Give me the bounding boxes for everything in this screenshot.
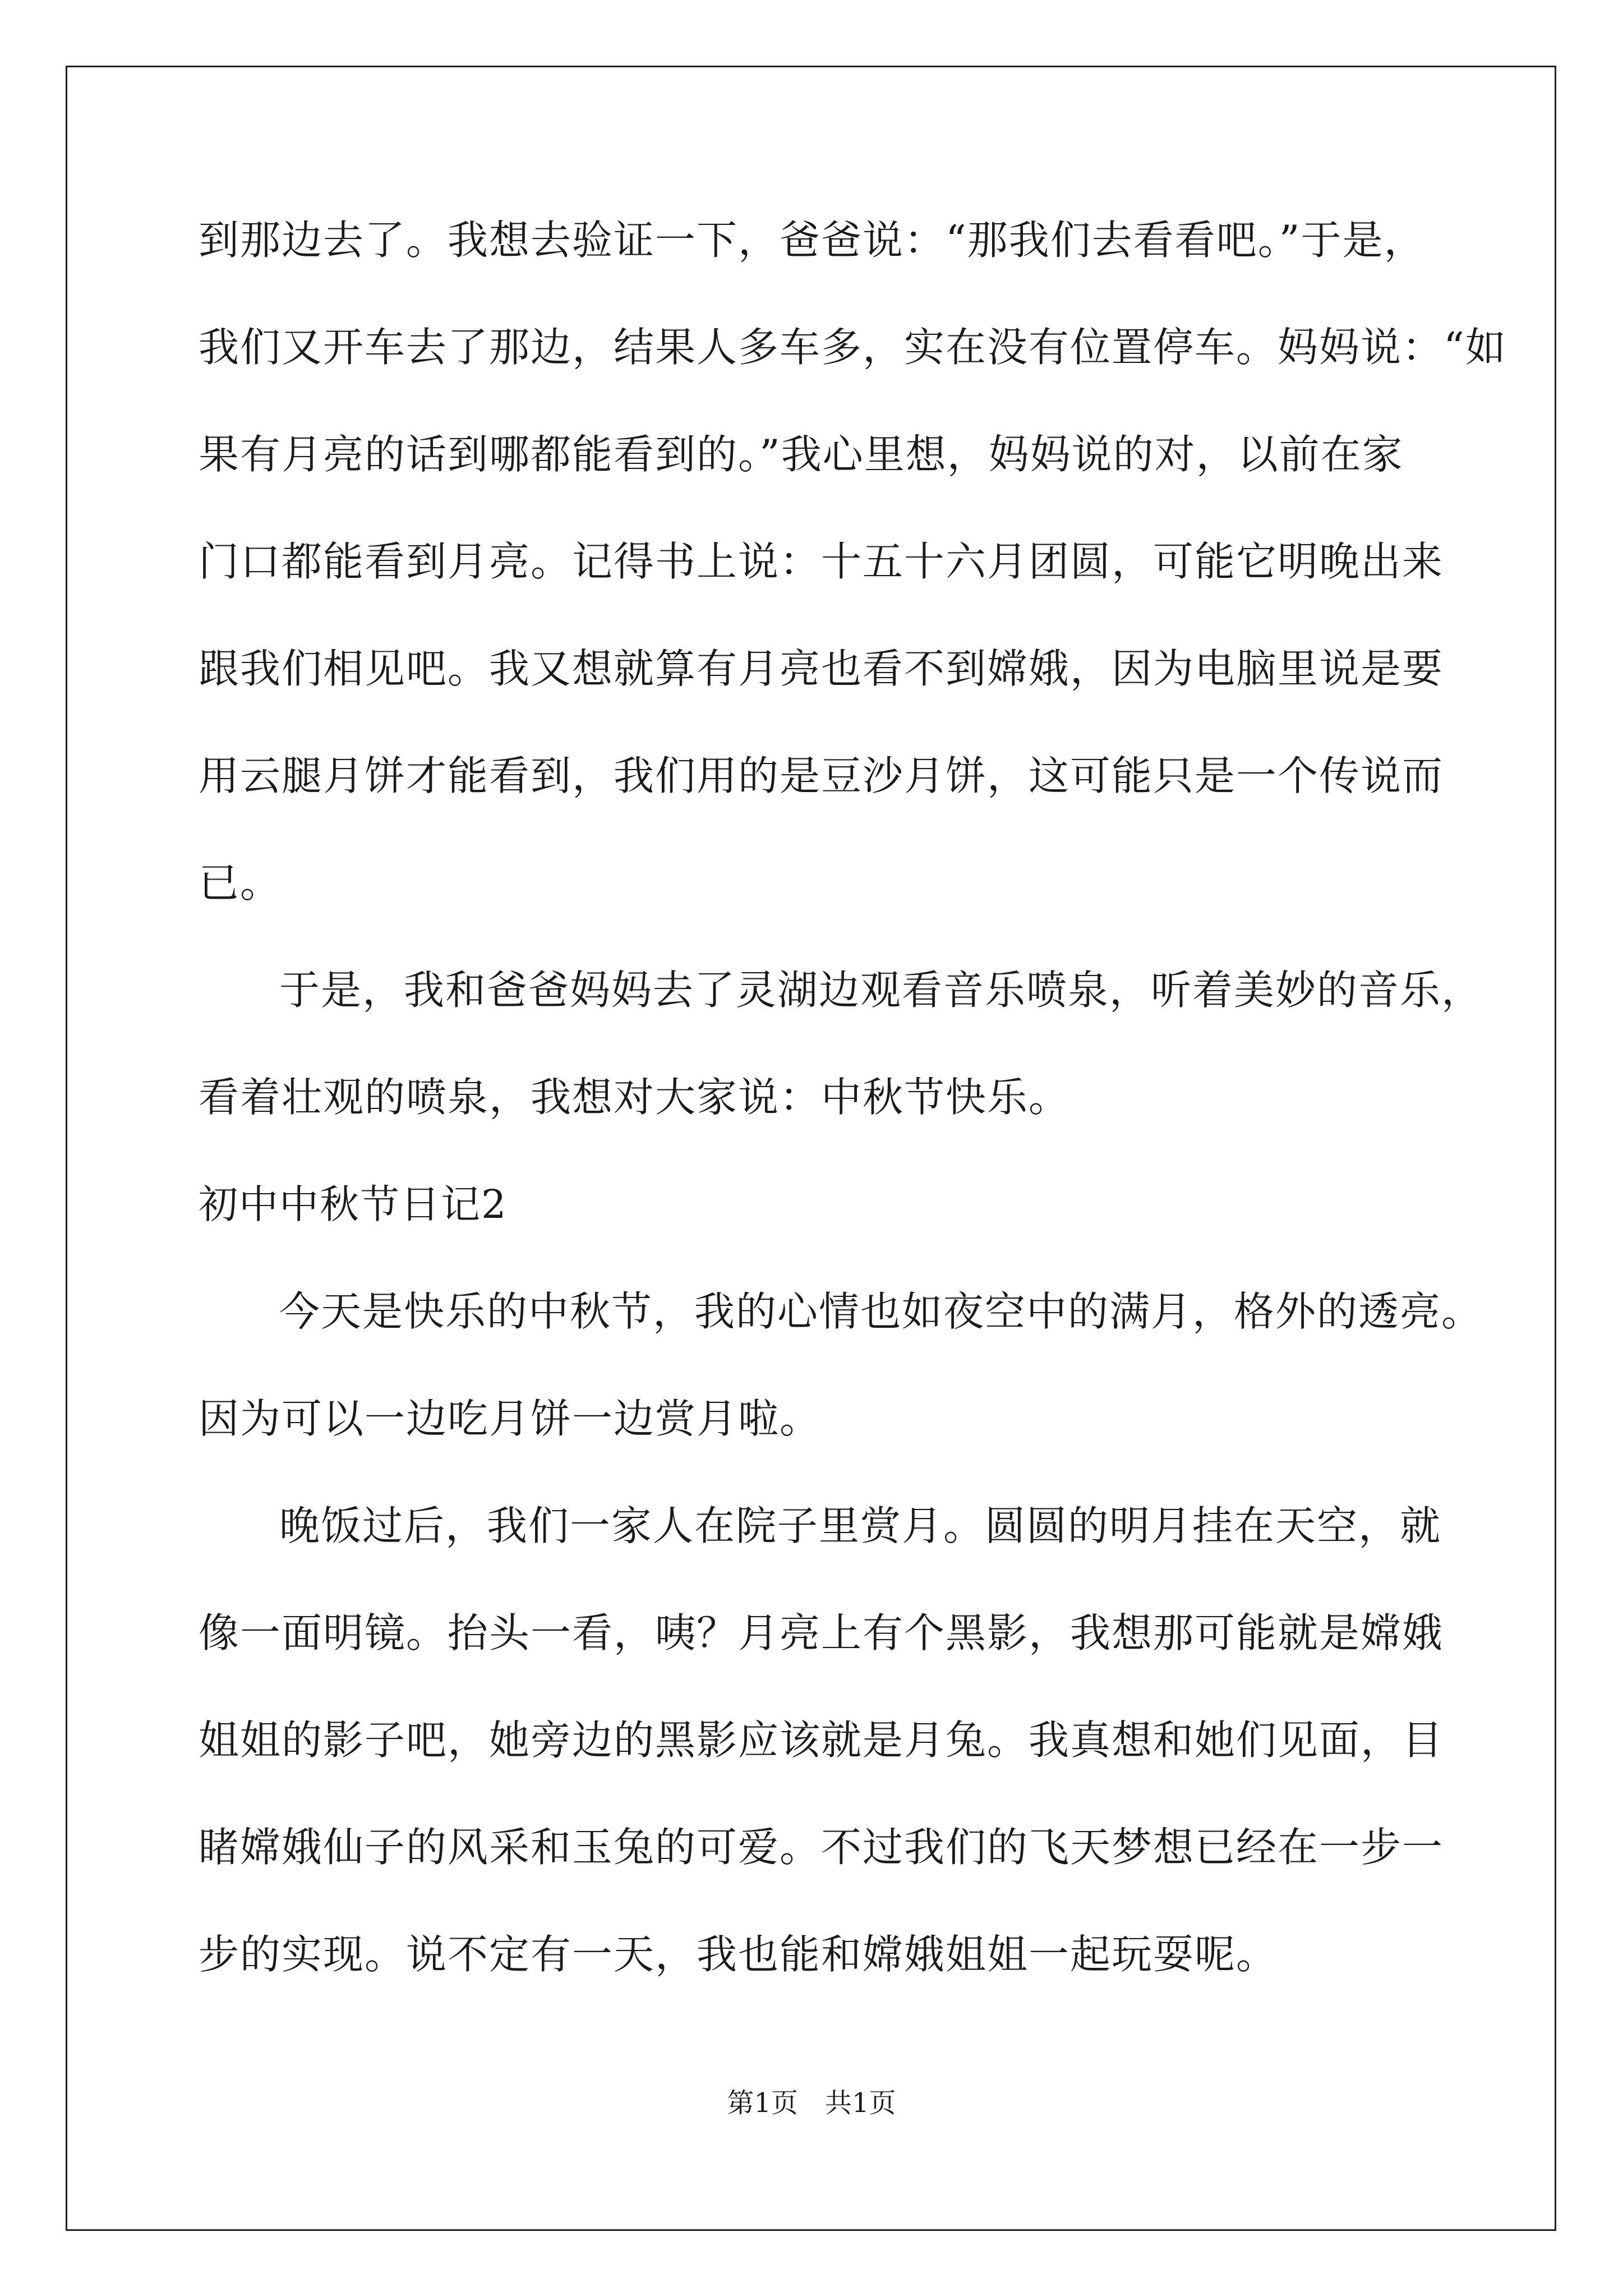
text-line: 因为可以一边吃月饼一边赏月啦。 — [199, 1395, 822, 1442]
text-line: 睹嫦娥仙子的风采和玉兔的可爱。不过我们的飞天梦想已经在一步一 — [199, 1824, 1444, 1871]
text-line: 像一面明镜。抬头一看，咦？月亮上有个黑影，我想那可能就是嫦娥 — [199, 1609, 1444, 1657]
paragraph-start-line: 今天是快乐的中秋节，我的心情也如夜空中的满月，格外的透亮。 — [279, 1288, 1483, 1335]
section-heading: 初中中秋节日记2 — [199, 1181, 508, 1227]
text-line: 用云腿月饼才能看到，我们用的是豆沙月饼，这可能只是一个传说而 — [199, 752, 1444, 799]
text-line: 门口都能看到月亮。记得书上说：十五十六月团圆，可能它明晚出来 — [199, 538, 1444, 585]
text-line: 姐姐的影子吧，她旁边的黑影应该就是月兔。我真想和她们见面，目 — [199, 1717, 1444, 1764]
text-line: 已。 — [199, 859, 282, 907]
paragraph-start-line: 晚饭过后，我们一家人在院子里赏月。圆圆的明月挂在天空，就 — [279, 1502, 1442, 1549]
text-line: 我们又开车去了那边，结果人多车多，实在没有位置停车。妈妈说：“如 — [199, 324, 1507, 371]
document-body — [199, 213, 1507, 2035]
text-line: 步的实现。说不定有一天，我也能和嫦娥姐姐一起玩耍呢。 — [199, 1931, 1278, 1978]
text-line: 跟我们相见吧。我又想就算有月亮也看不到嫦娥，因为电脑里说是要 — [199, 645, 1444, 692]
page-number-footer: 第1页 共1页 — [727, 2087, 896, 2119]
text-line: 到那边去了。我想去验证一下，爸爸说：“那我们去看看吧。”于是， — [199, 217, 1426, 264]
paragraph-start-line: 于是，我和爸爸妈妈去了灵湖边观看音乐喷泉，听着美妙的音乐， — [279, 967, 1483, 1014]
text-line: 果有月亮的话到哪都能看到的。”我心里想，妈妈说的对，以前在家 — [199, 431, 1404, 478]
text-line: 看着壮观的喷泉，我想对大家说：中秋节快乐。 — [199, 1074, 1071, 1121]
